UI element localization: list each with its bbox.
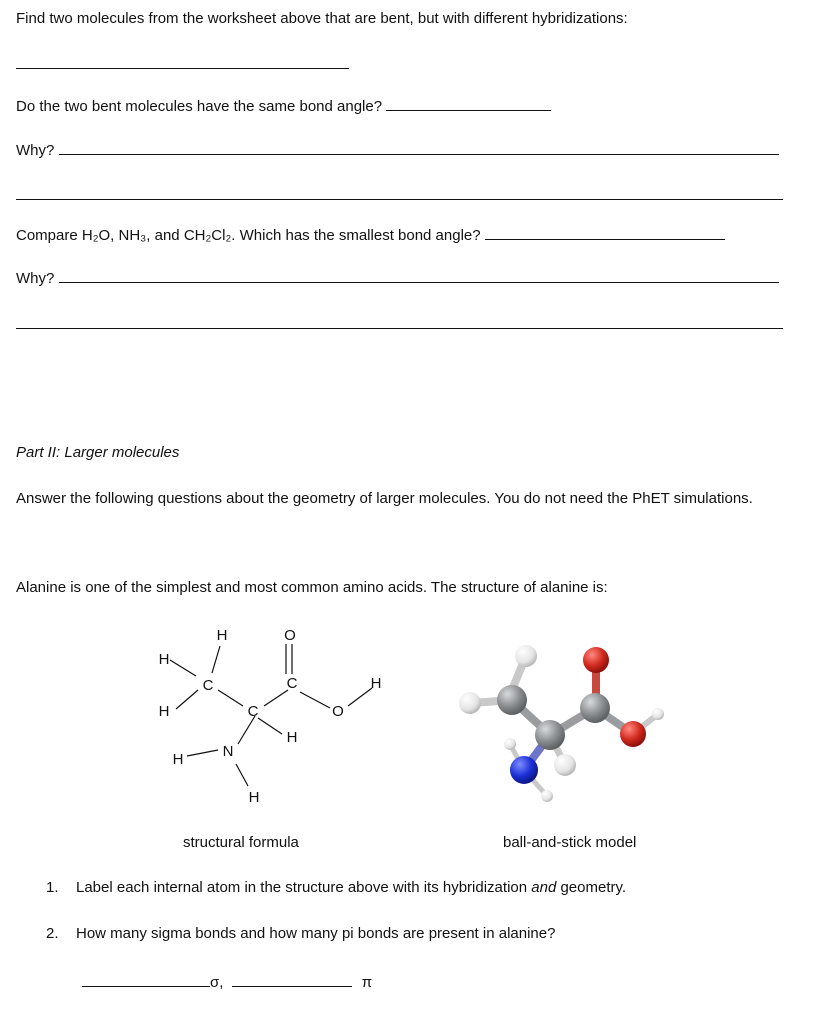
caption-structural-formula: structural formula (183, 834, 299, 851)
atom-c-alpha: C (247, 703, 259, 720)
answer-blank-why-2[interactable] (59, 268, 779, 283)
atom-c-methyl: C (202, 677, 214, 694)
nitrogen-atom-ball (510, 756, 538, 784)
carbon-atom-ball (580, 693, 610, 723)
answer-row-bonds (82, 972, 372, 991)
oxygen-atom-ball (583, 647, 609, 673)
question-1-number: 1. (46, 879, 59, 896)
answer-blank-why-1[interactable] (59, 140, 779, 155)
atom-h-top: H (216, 627, 228, 644)
atom-h-amine-left: H (172, 751, 184, 768)
hydrogen-atom-ball (504, 738, 516, 750)
question-1-text-post: geometry. (556, 879, 627, 896)
why-row-1 (16, 140, 779, 159)
atom-h-left2: H (158, 703, 170, 720)
hydrogen-atom-ball (515, 645, 537, 667)
hydrogen-atom-ball (652, 708, 664, 720)
oxygen-atom-ball (620, 721, 646, 747)
why-label-2: Why? (16, 270, 55, 287)
question-2-text: How many sigma bonds and how many pi bonds are present in alanine? (76, 925, 556, 942)
hydrogen-atom-ball (459, 692, 481, 714)
answer-blank-why-1-cont[interactable] (16, 199, 783, 200)
pi-symbol: π (361, 974, 373, 991)
atom-h-amine-bottom: H (248, 789, 260, 806)
atom-o-hydroxyl: O (332, 703, 344, 720)
hydrogen-atom-ball (541, 790, 553, 802)
part-intro: Answer the following questions about the geometry of larger molecules. You do not need the PhET simulations. (16, 490, 753, 507)
alanine-intro: Alanine is one of the simplest and most common amino acids. The structure of alanine is: (16, 579, 608, 596)
question-compare-text: Compare H₂O, NH₃, and CH₂Cl₂. Which has the smallest bond angle? (16, 227, 481, 244)
why-row-2 (16, 268, 779, 287)
sigma-symbol: σ, (210, 974, 224, 991)
answer-blank-sigma[interactable] (82, 972, 210, 987)
question-1 (46, 879, 626, 896)
atom-h-alpha: H (286, 729, 298, 746)
why-label-1: Why? (16, 142, 55, 159)
answer-blank-why-2-cont[interactable] (16, 328, 783, 329)
question-same-angle-text: Do the two bent molecules have the same bond angle? (16, 98, 383, 115)
answer-blank-compare[interactable] (485, 225, 725, 240)
question-2-number: 2. (46, 925, 59, 942)
atom-h-left1: H (158, 651, 170, 668)
atom-c-carboxyl: C (286, 675, 298, 692)
answer-blank-pi[interactable] (232, 972, 352, 987)
hydrogen-atom-ball (554, 754, 576, 776)
structural-formula (140, 616, 400, 816)
answer-blank-same-angle[interactable] (386, 96, 551, 111)
question-1-text-pre: Label each internal atom in the structure above with its hybridization (76, 879, 532, 896)
question-2 (46, 925, 555, 942)
ball-and-stick-model (440, 630, 700, 830)
atom-o-top: O (284, 627, 296, 644)
carbon-atom-ball (535, 720, 565, 750)
question-find-bent-text: Find two molecules from the worksheet above that are bent, but with different hybridizations: (16, 10, 628, 27)
carbon-atom-ball (497, 685, 527, 715)
question-find-bent (16, 10, 628, 27)
answer-blank-find-bent[interactable] (16, 68, 349, 69)
question-1-text-em: and (531, 879, 557, 896)
part-title: Part II: Larger molecules (16, 444, 180, 461)
question-compare (16, 225, 725, 244)
atom-h-right: H (370, 675, 382, 692)
caption-ball-and-stick-model: ball-and-stick model (503, 834, 637, 851)
atom-n-amine: N (222, 743, 234, 760)
question-same-angle (16, 96, 551, 115)
